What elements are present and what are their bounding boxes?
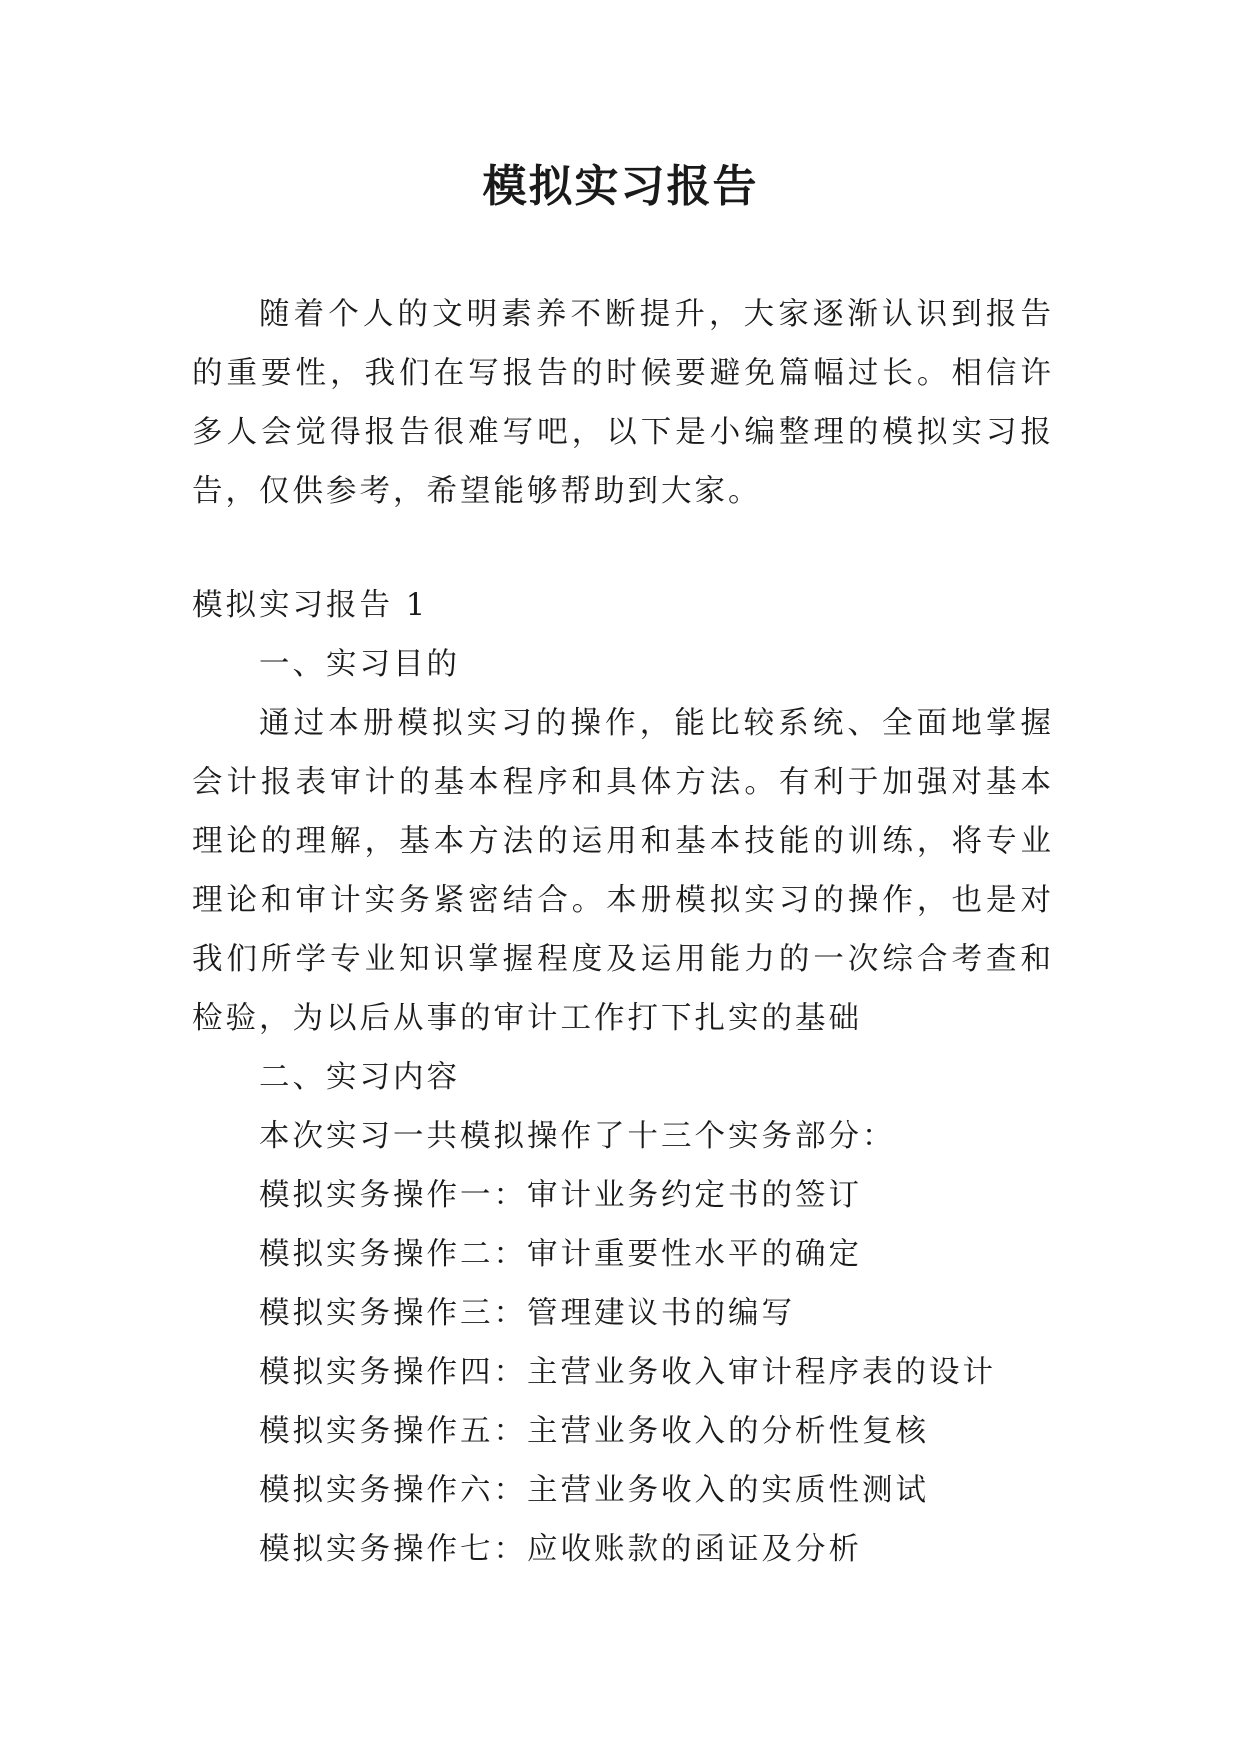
intro-paragraph: 随着个人的文明素养不断提升，大家逐渐认识到报告的重要性，我们在写报告的时候要避免篇幅过长。相信许多人会觉得报告很难写吧，以下是小编整理的模拟实习报告，仅供参考，希望能够帮助到大家。: [192, 297, 1054, 509]
paragraph-content-intro: 本次实习一共模拟操作了十三个实务部分：: [259, 1119, 896, 1154]
report-body: [192, 635, 1054, 1579]
list-item: 模拟实务操作三：管理建议书的编写: [259, 1296, 795, 1331]
list-item: 模拟实务操作四：主营业务收入审计程序表的设计: [259, 1355, 996, 1390]
list-item: 模拟实务操作二：审计重要性水平的确定: [259, 1237, 862, 1272]
list-item: 模拟实务操作六：主营业务收入的实质性测试: [259, 1473, 929, 1508]
list-item: 模拟实务操作七：应收账款的函证及分析: [259, 1532, 862, 1567]
heading-purpose: 一、实习目的: [259, 647, 460, 682]
list-item: 模拟实务操作一：审计业务约定书的签订: [259, 1178, 862, 1213]
section-heading: 模拟实习报告 1: [192, 588, 429, 623]
list-item: 模拟实务操作五：主营业务收入的分析性复核: [259, 1414, 929, 1449]
paragraph-purpose: 通过本册模拟实习的操作，能比较系统、全面地掌握会计报表审计的基本程序和具体方法。有利于加强对基本理论的理解，基本方法的运用和基本技能的训练，将专业理论和审计实务紧密结合。本册模拟实习的操作，也是对我们所学专业知识掌握程度及运用能力的一次综合考查和检验，为以后从事的审计工作打下扎实的基础: [192, 706, 1054, 1036]
document-title: 模拟实习报告: [482, 161, 759, 212]
heading-content: 二、实习内容: [259, 1060, 460, 1095]
